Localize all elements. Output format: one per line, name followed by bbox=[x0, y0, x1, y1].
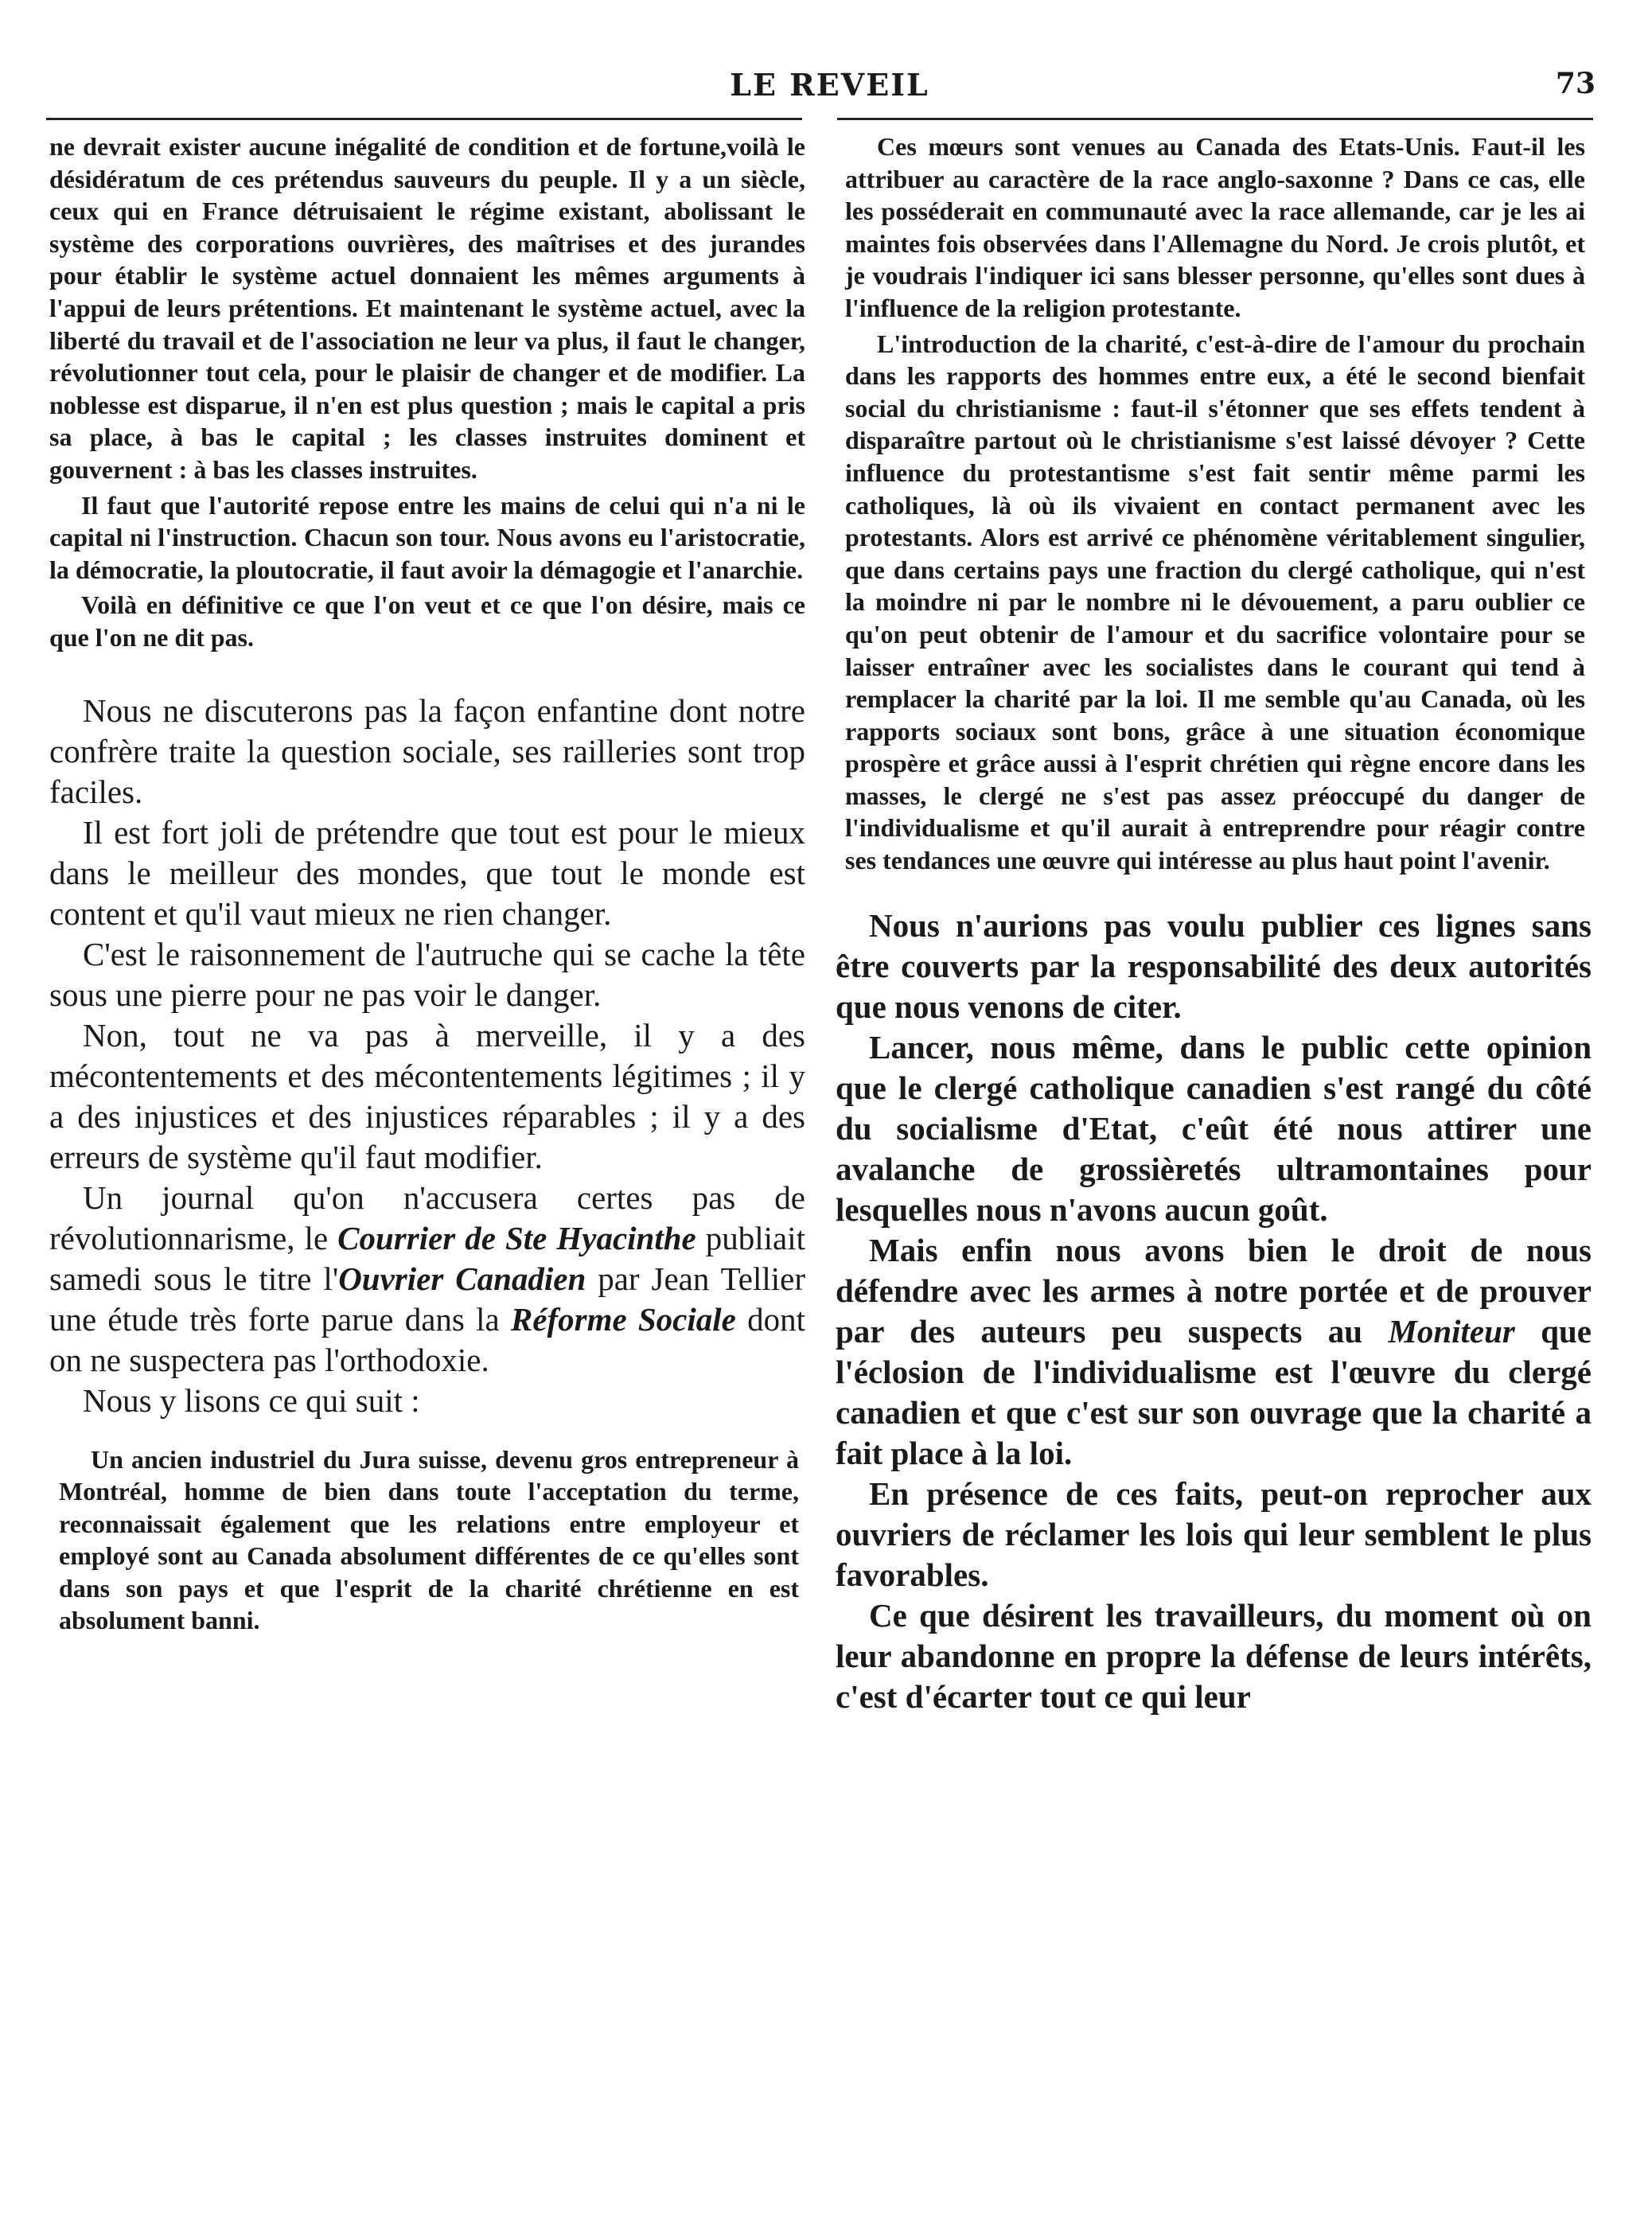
section-spacer bbox=[49, 654, 805, 691]
publication-title: Courrier de Ste Hyacinthe bbox=[337, 1219, 696, 1256]
quote-spacer bbox=[49, 1421, 805, 1443]
paragraph-left-2: Il faut que l'autorité repose entre les mains de celui qui n'a ni le capital ni l'instruction. Chacun son tour. Nous avons eu l'aristocratie, la démocratie, la ploutocratie, il faut avoir la démagogie et l'anarchie. bbox=[49, 490, 805, 584]
paragraph-left-10: Un ancien industriel du Jura suisse, devenu gros entrepreneur à Montréal, homme de bien dans toute l'acceptation du terme, reconnaissait également que les relations entre employeur et employé sont au Canada absolument différentes de ce qu'elles sont dans son pays et que l'esprit de la charité chrétienne en est absolument banni. bbox=[59, 1444, 799, 1635]
paragraph-left-5: Il est fort joli de prétendre que tout est pour le mieux dans le meilleur des mondes, que tout le monde est content et qu'il vaut mieux ne rien changer. bbox=[49, 813, 805, 932]
paragraph-left-3: Voilà en définitive ce que l'on veut et ce que l'on désire, mais ce que l'on ne dit pas. bbox=[49, 590, 805, 652]
paragraph-left-7: Non, tout ne va pas à merveille, il y a des mécontentements et des mécontentements légitimes ; il y a des injustices et des injustices réparables ; il y a des erreurs de système qu'il faut modifier. bbox=[49, 1016, 805, 1175]
text-run: dont on ne suspectera pas l'orthodoxie. bbox=[49, 1300, 805, 1378]
running-title: LE REVEIL bbox=[730, 67, 929, 103]
publication-title: Moniteur bbox=[1388, 1312, 1515, 1350]
text-run: par Jean Tellier une étude très forte parue dans la bbox=[49, 1260, 805, 1338]
page-number: 73 bbox=[1555, 67, 1596, 100]
paragraph-right-3: Nous n'aurions pas voulu publier ces lignes sans être couverts par la responsabilité des deux autorités que nous venons de citer. bbox=[836, 906, 1592, 1025]
page-header bbox=[64, 62, 1596, 118]
header-rule-right bbox=[837, 118, 1593, 120]
text-run: Un journal qu'on n'accusera certes pas de révolutionnarisme, le bbox=[49, 1178, 805, 1256]
paragraph-left-1: ne devrait exister aucune inégalité de condition et de fortune,voilà le désidératum de ces prétendus sauveurs du peuple. Il y a un siècle, ceux qui en France détruisaient le régime existant, abolissant le système des corporations ouvrières, des maîtrises et des jurandes pour établir le système actuel donnaient les mêmes arguments à l'appui de leurs prétentions. Et maintenant le système actuel, avec la liberté du travail et de l'association ne leur va plus, il faut le changer, révolutionner tout cela, pour le plaisir de changer et de modifier. La noblesse est disparue, il n'en est plus question ; mais le capital a pris sa place, à bas le capital ; les classes instruites dominent et gouvernent : à bas les classes instruites. bbox=[49, 132, 805, 484]
text-run: Mais enfin nous avons bien le droit de nous défendre avec les armes à notre portée et de prouver par des auteurs peu suspects au bbox=[836, 1231, 1592, 1350]
article-title: Ouvrier Canadien bbox=[338, 1260, 586, 1297]
left-column bbox=[49, 130, 805, 1637]
quoted-excerpt-continued bbox=[836, 130, 1592, 877]
text-run: publiait samedi sous le titre l' bbox=[49, 1219, 805, 1297]
paragraph-right-5 bbox=[836, 1230, 1592, 1474]
paragraph-right-6: En présence de ces faits, peut-on reprocher aux ouvriers de réclamer les lois qui leur semblent le plus favorables. bbox=[836, 1474, 1592, 1593]
paragraph-right-4: Lancer, nous même, dans le public cette opinion que le clergé catholique canadien s'est rangé du côté du socialisme d'Etat, c'eût été nous attirer une avalanche de grossièretés ultramontaines pour lesquelles nous n'avons aucun goût. bbox=[836, 1028, 1592, 1228]
paragraph-left-9: Nous y lisons ce qui suit : bbox=[83, 1381, 420, 1419]
section-spacer bbox=[836, 877, 1592, 906]
right-column bbox=[836, 130, 1592, 1717]
paragraph-right-2: L'introduction de la charité, c'est-à-dire de l'amour du prochain dans les rapports des hommes entre eux, a été le second bienfait social du christianisme : faut-il s'étonner que ses effets tendent à disparaître partout où le christianisme s'est laissé dévoyer ? Cette influence du protestantisme s'est fait sentir même parmi les catholiques, là où ils vivaient en contact permanent avec les protestants. Alors est arrivé ce phénomène véritablement singulier, que dans certains pays une fraction du clergé catholique, qui n'est la moindre ni par le nombre ni le dévouement, a paru oublier ce qu'on peut obtenir de l'amour et du sacrifice volontaire pour se laisser entraîner avec les socialistes dans le courant qui tend à remplacer la charité par la loi. Il me semble qu'au Canada, où les rapports sociaux sont bons, grâce à une situation économique prospère et grâce aussi à l'esprit chrétien qui règne encore dans les masses, le clergé ne s'est pas assez préoccupé du danger de l'individualisme et qu'il aurait à entreprendre pour réagir contre ses tendances une œuvre qui intéresse au plus haut point l'avenir. bbox=[845, 329, 1585, 875]
quoted-excerpt bbox=[49, 1443, 805, 1638]
paragraph-right-7: Ce que désirent les travailleurs, du moment où on leur abandonne en propre la défense de leurs intérêts, c'est d'écarter tout ce qui leur bbox=[836, 1596, 1592, 1715]
paragraph-left-4: Nous ne discuterons pas la façon enfantine dont notre confrère traite la question sociale, ses railleries sont trop faciles. bbox=[49, 691, 805, 810]
header-rule-left bbox=[46, 118, 802, 120]
paragraph-right-1: Ces mœurs sont venues au Canada des Etats-Unis. Faut-il les attribuer au caractère de la race anglo-saxonne ? Dans ce cas, elle les posséderait en communauté avec la race allemande, car je les ai maintes fois observées dans l'Allemagne du Nord. Je crois plutôt, et je voudrais l'indiquer ici sans blesser personne, qu'elles sont dues à l'influence de la religion protestante. bbox=[845, 132, 1585, 322]
paragraph-left-8 bbox=[49, 1178, 805, 1381]
text-run: que l'éclosion de l'individualisme est l'œuvre du clergé canadien et que c'est sur son ouvrage que la charité a fait place à la loi. bbox=[836, 1312, 1592, 1471]
paragraph-left-6: C'est le raisonnement de l'autruche qui se cache la tête sous une pierre pour ne pas voir le danger. bbox=[49, 935, 805, 1013]
publication-title: Réforme Sociale bbox=[510, 1300, 736, 1338]
